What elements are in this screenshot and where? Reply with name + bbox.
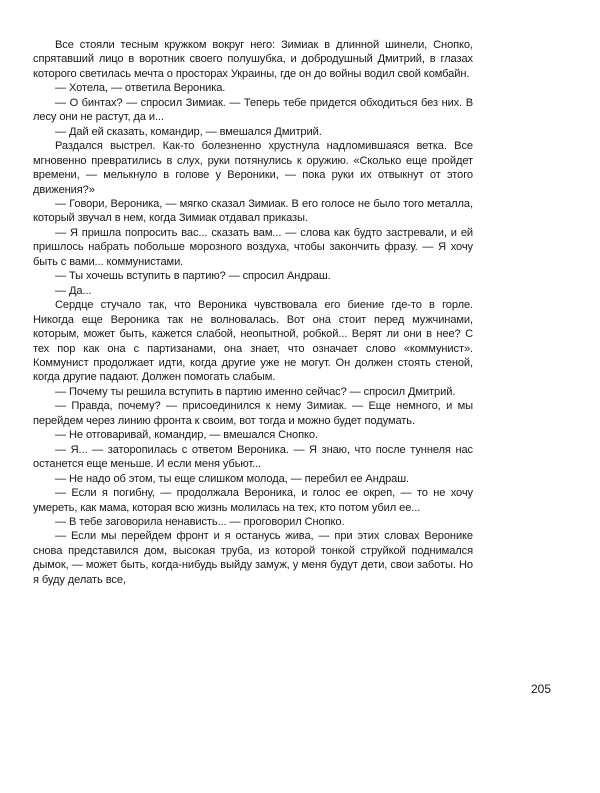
- paragraph-5: Раздался выстрел. Как-то болезненно хрустнула надломившаяся ветка. Все мгновенно превратились в слух, руки потянулись к оружию. «Сколько еще пройдет времени, — мелькнуло в голове у Вероники, — пока руки их отвыкнут от этого движения?»: [33, 140, 473, 196]
- paragraph-13: — Не отговаривай, командир, — вмешался Снопко.: [55, 429, 318, 442]
- paragraph-16: — Если я погибну, — продолжала Вероника, и голос ее окреп, — то не хочу умереть, как мама, которая всю жизнь молилась на тех, кто потом убил ее...: [33, 487, 473, 514]
- paragraph-9: — Да...: [55, 284, 92, 297]
- paragraph-2: — Хотела, — ответила Вероника.: [55, 82, 226, 95]
- paragraph-17: — В тебе заговорила ненависть... — проговорил Снопко.: [55, 515, 345, 528]
- paragraph-8: — Ты хочешь вступить в партию? — спросил Андраш.: [55, 270, 331, 283]
- paragraph-11: — Почему ты решила вступить в партию именно сейчас? — спросил Дмитрий.: [55, 385, 456, 398]
- paragraph-4: — Дай ей сказать, командир, — вмешался Дмитрий.: [55, 125, 322, 138]
- paragraph-15: — Не надо об этом, ты еще слишком молода, — перебил ее Андраш.: [55, 472, 410, 485]
- paragraph-1: Все стояли тесным кружком вокруг него: Зимиак в длинной шинели, Снопко, спрятавший лицо в воротник своего полушубка, и добродушный Дмитрий, в глазах которого светилась мечта о просторах Украины, где он до войны водил свой комбайн.: [33, 39, 473, 80]
- paragraph-7: — Я пришла попросить вас... сказать вам... — слова как будто застревали, и ей пришлось набрать побольше морозного воздуха, чтобы закончить фразу. — Я хочу быть с вами... коммунистами.: [33, 226, 473, 268]
- page-text-column: [33, 38, 473, 587]
- paragraph-18: — Если мы перейдем фронт и я останусь жива, — при этих словах Веронике снова представился дом, высокая труба, из которой тонкой струйкой поднимался дымок, — может быть, когда-нибудь выйду замуж, у меня будут дети, свои заботы. Но я буду делать все,: [33, 530, 473, 586]
- paragraph-12: — Правда, почему? — присоединился к нему Зимиак. — Еще немного, и мы перейдем через линию фронта к своим, вот тогда и можно будет подумать.: [33, 400, 473, 427]
- paragraph-6: — Говори, Вероника, — мягко сказал Зимиак. В его голосе не было того металла, который звучал в нем, когда Зимиак отдавал приказы.: [33, 197, 473, 225]
- paragraph-14: — Я... — заторопилась с ответом Вероника. — Я знаю, что после туннеля нас останется еще меньше. И если меня убьют...: [33, 443, 473, 471]
- paragraph-10: Сердце стучало так, что Вероника чувствовала его биение где-то в горле. Никогда еще Вероника так не волновалась. Вот она стоит перед мужчинами, которым, может быть, кажется слабой, неопытной, робкой... Верят ли они в нее? С тех пор как она с партизанами, она знает, что означает слово «коммунист». Коммунист продолжает идти, когда другие уже не могут. Он должен стоять стеной, когда другие падают. Должен помогать слабым.: [33, 299, 473, 384]
- paragraph-3: — О бинтах? — спросил Зимиак. — Теперь тебе придется обходиться без них. В лесу они не растут, да и...: [33, 96, 473, 124]
- page-number: 205: [531, 682, 552, 696]
